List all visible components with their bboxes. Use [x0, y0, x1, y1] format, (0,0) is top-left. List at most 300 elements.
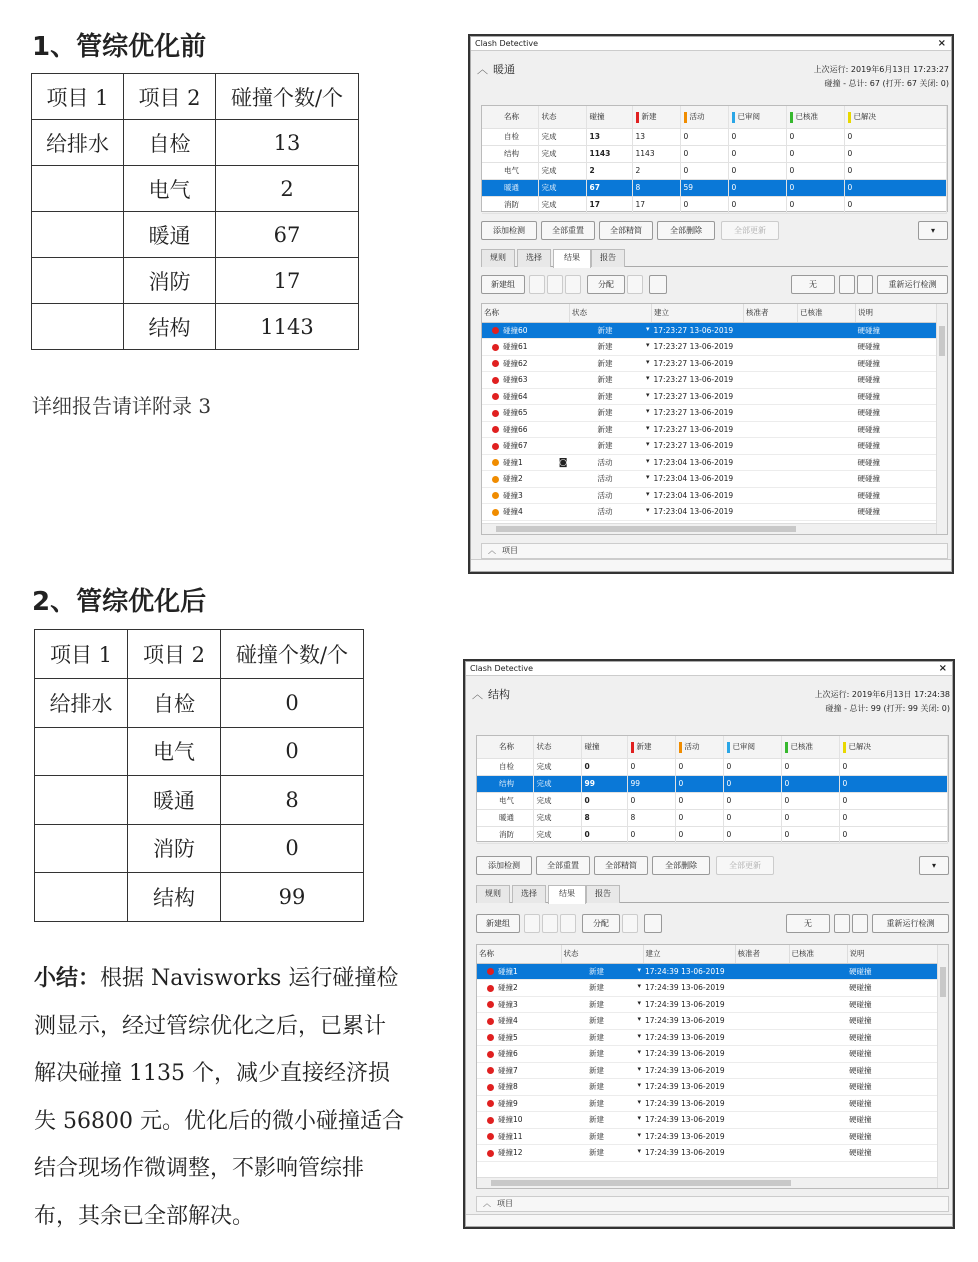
result-name: 碰撞3: [503, 490, 523, 500]
rerun-test-button[interactable]: 重新运行检测: [872, 914, 949, 933]
table-cell: 67: [216, 212, 359, 258]
items-panel-header[interactable]: [476, 1196, 949, 1212]
result-status-cell[interactable]: [570, 504, 652, 521]
result-approved: [789, 1013, 847, 1030]
summary-header-label: 新建: [636, 742, 652, 751]
result-row[interactable]: [477, 1029, 948, 1046]
vertical-scrollbar[interactable]: [936, 304, 947, 534]
assign-button[interactable]: 分配: [582, 914, 620, 933]
result-description: 硬碰撞: [856, 487, 947, 504]
explode-icon[interactable]: [560, 914, 576, 933]
status-dot-icon: [492, 426, 499, 433]
compact-all-button[interactable]: 全部精简: [599, 221, 653, 240]
clash-count-table-after: [34, 629, 364, 922]
status-dropdown-icon[interactable]: ▾: [637, 1048, 641, 1057]
table-cell: 电气: [124, 166, 216, 212]
summary-header-label: 已核准: [790, 742, 813, 751]
result-description: 硬碰撞: [847, 1095, 948, 1112]
result-approved: [798, 471, 856, 488]
results-header-cell[interactable]: 状态: [561, 945, 643, 963]
summary-cell: 0: [844, 162, 947, 179]
result-row[interactable]: [482, 421, 947, 438]
summary-cell: 0: [781, 792, 839, 809]
result-description: 硬碰撞: [847, 1112, 948, 1129]
result-approved: [798, 487, 856, 504]
result-row[interactable]: [477, 980, 948, 997]
scroll-thumb[interactable]: [939, 326, 945, 356]
result-row[interactable]: [482, 487, 947, 504]
result-row[interactable]: [482, 322, 947, 339]
summary-header-row: [482, 106, 947, 128]
summary-cell: 结构: [477, 775, 533, 792]
result-description: 硬碰撞: [856, 454, 947, 471]
status-color-swatch: [848, 112, 851, 123]
refresh-icon[interactable]: [834, 914, 850, 933]
status-dot-icon: [487, 1150, 494, 1157]
tab-rules[interactable]: 规则: [481, 249, 515, 267]
result-status: 活动: [597, 490, 613, 500]
result-status-cell[interactable]: [561, 1029, 643, 1046]
test-summary-grid: [481, 105, 948, 212]
result-created: 17:24:39 13-06-2019: [643, 980, 735, 997]
status-dropdown-icon[interactable]: ▾: [637, 1147, 641, 1156]
table-cell: 0: [221, 824, 364, 873]
summary-cell: 0: [786, 162, 844, 179]
table-row: [32, 304, 359, 350]
result-row[interactable]: [477, 1145, 948, 1162]
summary-cell: 0: [728, 179, 786, 196]
results-header-cell[interactable]: 核准者: [735, 945, 789, 963]
status-color-swatch: [684, 112, 687, 123]
result-status-cell[interactable]: [570, 421, 652, 438]
result-created: 17:24:39 13-06-2019: [643, 1095, 735, 1112]
summary-header-cell[interactable]: [581, 736, 627, 758]
summary-row[interactable]: [482, 196, 947, 213]
result-created: 17:23:27 13-06-2019: [652, 339, 744, 356]
result-status-cell[interactable]: [561, 1079, 643, 1096]
result-status-cell[interactable]: [561, 1112, 643, 1129]
summary-header-cell[interactable]: [839, 736, 948, 758]
new-group-button[interactable]: 新建组: [481, 275, 525, 294]
close-icon[interactable]: ×: [938, 663, 947, 674]
status-dropdown-icon[interactable]: ▾: [646, 324, 650, 333]
table-header-cell: 碰撞个数/个: [221, 630, 364, 679]
result-status-cell[interactable]: [561, 1145, 643, 1162]
result-approved: [798, 372, 856, 389]
status-dot-icon: [487, 1133, 494, 1140]
status-dot-icon: [492, 443, 499, 450]
unassign-icon[interactable]: [622, 914, 638, 933]
summary-cell: 0: [728, 128, 786, 145]
result-status-cell[interactable]: [570, 339, 652, 356]
refresh-icon[interactable]: [839, 275, 855, 294]
result-approver: [735, 1145, 789, 1162]
results-header-row: [482, 304, 947, 322]
ungroup-icon[interactable]: [542, 914, 558, 933]
summary-header-cell[interactable]: [533, 736, 581, 758]
result-name-cell: [477, 1095, 561, 1112]
result-created: 17:23:27 13-06-2019: [652, 438, 744, 455]
result-status-cell[interactable]: [570, 388, 652, 405]
result-row[interactable]: [482, 388, 947, 405]
result-name-cell: [482, 421, 570, 438]
tab-results[interactable]: 结果: [548, 885, 586, 904]
result-created: 17:24:39 13-06-2019: [643, 1062, 735, 1079]
table-row: [32, 258, 359, 304]
summary-header-cell[interactable]: [728, 106, 786, 128]
result-status-cell[interactable]: [561, 1046, 643, 1063]
result-created: 17:24:39 13-06-2019: [643, 1046, 735, 1063]
result-name-cell: [482, 388, 570, 405]
result-name-cell: [477, 1145, 561, 1162]
comment-icon[interactable]: [649, 275, 667, 294]
result-name-cell: [482, 322, 570, 339]
summary-row[interactable]: [482, 145, 947, 162]
scroll-thumb[interactable]: [940, 967, 946, 997]
result-row[interactable]: [477, 1128, 948, 1145]
summary-cell: 0: [680, 196, 728, 213]
tab-rules[interactable]: 规则: [476, 885, 510, 903]
result-row[interactable]: [482, 355, 947, 372]
status-dropdown-icon[interactable]: ▾: [646, 473, 650, 482]
result-name: 碰撞8: [498, 1082, 518, 1092]
result-approver: [744, 405, 798, 422]
result-status: 新建: [597, 408, 613, 418]
result-status-cell[interactable]: [570, 405, 652, 422]
result-name-cell: [482, 339, 570, 356]
result-description: 硬碰撞: [856, 322, 947, 339]
status-dropdown-icon[interactable]: ▾: [646, 390, 650, 399]
status-dropdown-icon[interactable]: ▾: [637, 965, 641, 974]
result-name-cell: [482, 405, 570, 422]
summary-cell: 完成: [538, 128, 586, 145]
summary-cell: 99: [581, 775, 627, 792]
result-approver: [744, 454, 798, 471]
result-status-cell[interactable]: [570, 372, 652, 389]
status-dropdown-icon[interactable]: ▾: [637, 1081, 641, 1090]
table-cell: 0: [221, 679, 364, 728]
summary-cell: 67: [586, 179, 632, 196]
items-panel-header[interactable]: [481, 543, 948, 559]
result-status-cell[interactable]: [561, 1013, 643, 1030]
status-filter-dropdown[interactable]: 无: [786, 914, 830, 933]
result-row[interactable]: [482, 372, 947, 389]
results-header-cell[interactable]: 名称: [477, 945, 561, 963]
horizontal-scrollbar[interactable]: [477, 1177, 937, 1188]
summary-header-cell[interactable]: [477, 736, 533, 758]
status-dropdown-icon[interactable]: ▾: [646, 456, 650, 465]
add-test-button[interactable]: 添加检测: [481, 221, 537, 240]
status-dot-icon: [487, 1067, 494, 1074]
result-approver: [744, 388, 798, 405]
result-status-cell[interactable]: [561, 1095, 643, 1112]
status-dropdown-icon[interactable]: ▾: [646, 357, 650, 366]
result-approved: [798, 339, 856, 356]
result-status-cell[interactable]: [570, 487, 652, 504]
table-cell: 13: [216, 120, 359, 166]
export-dropdown-icon[interactable]: ▾: [918, 221, 948, 240]
results-header-cell[interactable]: 已核准: [789, 945, 847, 963]
test-buttons: [476, 856, 949, 876]
summary-header-cell[interactable]: [844, 106, 947, 128]
summary-row[interactable]: [477, 758, 948, 775]
status-dot-icon: [487, 968, 494, 975]
summary-cell: 0: [781, 775, 839, 792]
summary-cell: 电气: [477, 792, 533, 809]
results-header-cell[interactable]: 说明: [847, 945, 948, 963]
result-status-cell[interactable]: [561, 963, 643, 980]
summary-cell: 13: [586, 128, 632, 145]
result-approver: [744, 438, 798, 455]
result-approver: [735, 1013, 789, 1030]
result-status: 活动: [597, 474, 613, 484]
rerun-test-button[interactable]: 重新运行检测: [877, 275, 948, 294]
summary-cell: 0: [786, 196, 844, 213]
result-row[interactable]: [477, 996, 948, 1013]
summary-row[interactable]: [477, 826, 948, 843]
result-status-cell[interactable]: [561, 1062, 643, 1079]
status-dropdown-icon[interactable]: ▾: [637, 1097, 641, 1106]
result-created: 17:23:27 13-06-2019: [652, 322, 744, 339]
horizontal-scrollbar[interactable]: [482, 523, 936, 534]
reset-all-button[interactable]: 全部重置: [541, 221, 595, 240]
scroll-thumb[interactable]: [496, 526, 796, 532]
result-approved: [798, 421, 856, 438]
summary-row[interactable]: [482, 179, 947, 196]
result-approver: [744, 471, 798, 488]
result-description: 硬碰撞: [856, 405, 947, 422]
summary-header-cell[interactable]: [538, 106, 586, 128]
scroll-thumb[interactable]: [491, 1180, 791, 1186]
result-row[interactable]: [477, 1112, 948, 1129]
tab-results[interactable]: 结果: [553, 249, 591, 268]
summary-cell: 2: [632, 162, 680, 179]
results-header-cell[interactable]: 状态: [570, 304, 652, 322]
summary-header-cell[interactable]: [675, 736, 723, 758]
collapse-chevron-icon[interactable]: ︿: [477, 63, 488, 76]
table-cell: 2: [216, 166, 359, 212]
summary-header-cell[interactable]: [482, 106, 538, 128]
results-header-cell[interactable]: 已核准: [798, 304, 856, 322]
sort-icon[interactable]: [852, 914, 868, 933]
result-status-cell[interactable]: [570, 355, 652, 372]
group-icon[interactable]: [524, 914, 540, 933]
tab-report[interactable]: 报告: [591, 249, 625, 267]
add-test-button[interactable]: 添加检测: [476, 856, 532, 875]
current-test: [477, 61, 515, 77]
summary-cell: 0: [723, 792, 781, 809]
result-name-cell: [482, 504, 570, 521]
reset-all-button[interactable]: 全部重置: [536, 856, 590, 875]
summary-header-label: 碰撞: [584, 742, 600, 752]
tab-select[interactable]: 选择: [512, 885, 546, 903]
status-dot-icon: [487, 1084, 494, 1091]
status-dropdown-icon[interactable]: ▾: [646, 506, 650, 515]
result-row[interactable]: [482, 471, 947, 488]
comment-icon[interactable]: [644, 914, 662, 933]
summary-row[interactable]: [477, 792, 948, 809]
table-cell: [35, 824, 128, 873]
clash-detective-panel-before: [470, 36, 952, 572]
explode-icon[interactable]: [565, 275, 581, 294]
result-approved: [789, 980, 847, 997]
status-dropdown-icon[interactable]: ▾: [646, 341, 650, 350]
result-row[interactable]: [477, 1079, 948, 1096]
summary-row[interactable]: [477, 775, 948, 792]
table-header-row: [35, 630, 364, 679]
results-header-cell[interactable]: 核准者: [744, 304, 798, 322]
export-dropdown-icon[interactable]: ▾: [919, 856, 949, 875]
status-dropdown-icon[interactable]: ▾: [646, 374, 650, 383]
delete-all-button[interactable]: 全部删除: [652, 856, 710, 875]
summary-header-cell[interactable]: [680, 106, 728, 128]
group-icon[interactable]: [529, 275, 545, 294]
tab-report[interactable]: 报告: [586, 885, 620, 903]
status-dropdown-icon[interactable]: ▾: [646, 423, 650, 432]
summary-header-cell[interactable]: [586, 106, 632, 128]
assign-button[interactable]: 分配: [587, 275, 625, 294]
result-created: 17:23:04 13-06-2019: [652, 454, 744, 471]
expand-chevron-icon[interactable]: ︿: [488, 546, 496, 555]
results-header-cell[interactable]: 建立: [643, 945, 735, 963]
result-row[interactable]: [477, 963, 948, 980]
summary-row[interactable]: [482, 162, 947, 179]
result-status: 新建: [589, 1115, 604, 1125]
sort-icon[interactable]: [857, 275, 873, 294]
result-description: 硬碰撞: [847, 996, 948, 1013]
summary-cell: 暖通: [482, 179, 538, 196]
table-row: [35, 727, 364, 776]
summary-header-cell[interactable]: [632, 106, 680, 128]
result-status-cell[interactable]: [561, 980, 643, 997]
summary-header-label: 名称: [504, 112, 519, 122]
summary-text: 根据 Navisworks 运行碰撞检测显示，经过管综优化之后，已累计解决碰撞 1135 个，减少直接经济损失 56800 元。优化后的微小碰撞适合结合现场作微调整，不影响管综排布，其余已全部解决。: [34, 966, 404, 1229]
summary-cell: 自检: [482, 128, 538, 145]
summary-header-cell[interactable]: [627, 736, 675, 758]
result-status: 新建: [589, 1131, 604, 1141]
status-dropdown-icon[interactable]: ▾: [646, 440, 650, 449]
vertical-scrollbar[interactable]: [937, 945, 948, 1188]
update-all-button[interactable]: 全部更新: [716, 856, 774, 875]
result-row[interactable]: [482, 405, 947, 422]
result-row[interactable]: [477, 1095, 948, 1112]
result-status-cell[interactable]: [570, 471, 652, 488]
result-approved: [798, 504, 856, 521]
status-dropdown-icon[interactable]: ▾: [646, 407, 650, 416]
update-all-button[interactable]: 全部更新: [721, 221, 779, 240]
summary-header-cell[interactable]: [723, 736, 781, 758]
result-name: 碰撞11: [498, 1131, 523, 1141]
result-row[interactable]: [482, 504, 947, 521]
panel-bottom-scrollbar[interactable]: [471, 559, 951, 571]
summary-cell: 0: [844, 179, 947, 196]
result-status-cell[interactable]: [570, 454, 652, 471]
result-description: 硬碰撞: [847, 1079, 948, 1096]
result-name: 碰撞60: [503, 325, 528, 335]
summary-header-cell[interactable]: [781, 736, 839, 758]
result-approver: [735, 1079, 789, 1096]
clash-detective-panel-after: [465, 661, 953, 1227]
results-header-cell[interactable]: 名称: [482, 304, 570, 322]
summary-cell: 0: [627, 792, 675, 809]
status-color-swatch: [790, 112, 793, 123]
result-description: 硬碰撞: [856, 355, 947, 372]
result-row[interactable]: [477, 1062, 948, 1079]
result-status-cell[interactable]: [570, 322, 652, 339]
result-created: 17:23:27 13-06-2019: [652, 405, 744, 422]
summary-cell: 0: [839, 758, 948, 775]
status-dropdown-icon[interactable]: ▾: [637, 1130, 641, 1139]
result-approver: [735, 1029, 789, 1046]
panel-bottom-scrollbar[interactable]: [466, 1214, 952, 1226]
summary-cell: 17: [632, 196, 680, 213]
status-dot-icon: [492, 393, 499, 400]
result-status: 新建: [589, 1148, 604, 1158]
result-status-cell[interactable]: [561, 996, 643, 1013]
unassign-icon[interactable]: [627, 275, 643, 294]
result-status: 新建: [597, 375, 613, 385]
expand-chevron-icon[interactable]: ︿: [483, 1199, 491, 1208]
status-dropdown-icon[interactable]: ▾: [637, 998, 641, 1007]
result-approver: [744, 504, 798, 521]
result-approved: [789, 996, 847, 1013]
summary-header-label: 碰撞: [589, 112, 605, 122]
result-row[interactable]: [482, 438, 947, 455]
results-header-cell[interactable]: 建立: [652, 304, 744, 322]
collapse-chevron-icon[interactable]: ︿: [472, 688, 483, 701]
result-row[interactable]: [477, 1013, 948, 1030]
tab-select[interactable]: 选择: [517, 249, 551, 267]
status-dropdown-icon[interactable]: ▾: [637, 1114, 641, 1123]
result-name: 碰撞61: [503, 342, 528, 352]
result-status-cell[interactable]: [570, 438, 652, 455]
result-approver: [735, 1112, 789, 1129]
result-row[interactable]: [482, 454, 947, 471]
status-dropdown-icon[interactable]: ▾: [637, 1064, 641, 1073]
summary-cell: 0: [839, 826, 948, 843]
compact-all-button[interactable]: 全部精简: [594, 856, 648, 875]
status-filter-dropdown[interactable]: 无: [791, 275, 835, 294]
delete-all-button[interactable]: 全部删除: [657, 221, 715, 240]
summary-cell: 0: [781, 809, 839, 826]
new-group-button[interactable]: 新建组: [476, 914, 520, 933]
status-dropdown-icon[interactable]: ▾: [637, 1031, 641, 1040]
summary-row[interactable]: [482, 128, 947, 145]
results-grid: [476, 944, 949, 1189]
results-header-cell[interactable]: 说明: [856, 304, 947, 322]
result-description: 硬碰撞: [856, 339, 947, 356]
table-cell: 电气: [128, 727, 221, 776]
ungroup-icon[interactable]: [547, 275, 563, 294]
close-icon[interactable]: ×: [937, 38, 946, 49]
tab-strip: [476, 885, 949, 903]
status-dropdown-icon[interactable]: ▾: [637, 982, 641, 991]
result-row[interactable]: [482, 339, 947, 356]
summary-header-cell[interactable]: [786, 106, 844, 128]
status-dropdown-icon[interactable]: ▾: [637, 1015, 641, 1024]
status-dropdown-icon[interactable]: ▾: [646, 489, 650, 498]
summary-cell: 完成: [538, 145, 586, 162]
result-name: 碰撞4: [503, 507, 523, 517]
summary-header-label: 活动: [684, 742, 700, 751]
table-header-row: [32, 74, 359, 120]
result-status-cell[interactable]: [561, 1128, 643, 1145]
result-approved: [789, 1046, 847, 1063]
result-row[interactable]: [477, 1046, 948, 1063]
summary-row[interactable]: [477, 809, 948, 826]
clash-counts-text: 碰撞 - 总计: 67 (打开: 67 关闭: 0): [824, 79, 949, 88]
summary-cell: 8: [627, 809, 675, 826]
